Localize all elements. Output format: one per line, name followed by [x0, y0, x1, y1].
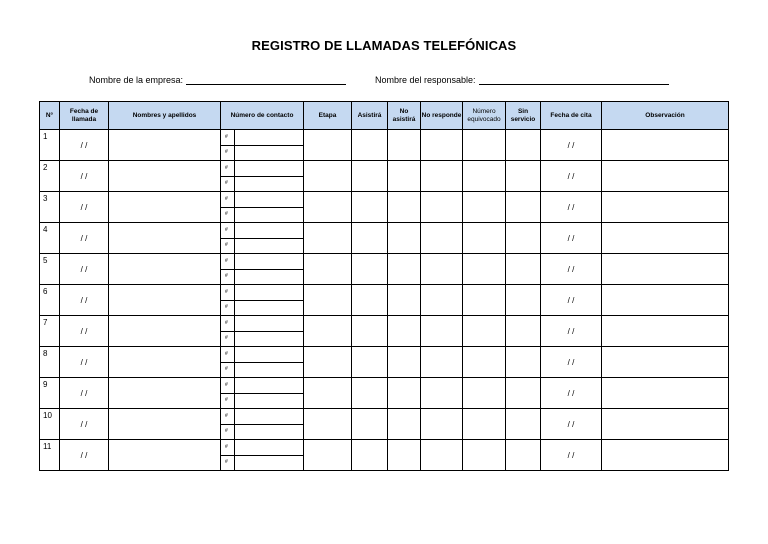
observation-cell[interactable] — [602, 254, 729, 285]
table-row — [40, 409, 729, 440]
names-cell[interactable] — [109, 440, 221, 471]
no-service-cell[interactable] — [506, 409, 541, 440]
observation-cell[interactable] — [602, 285, 729, 316]
phone-prefix-label: # — [225, 211, 228, 217]
phone-prefix-label: # — [225, 320, 228, 326]
call-log-table — [39, 101, 729, 471]
phone-prefix-label: # — [225, 397, 228, 403]
will-attend-cell[interactable] — [352, 161, 388, 192]
call-date-cell[interactable]: / / — [60, 378, 109, 409]
header-will-attend: Asistirá — [352, 102, 388, 130]
no-answer-cell[interactable] — [421, 347, 463, 378]
observation-cell[interactable] — [602, 192, 729, 223]
will-not-attend-cell[interactable] — [388, 223, 421, 254]
responsible-name-field[interactable] — [375, 74, 669, 85]
names-cell[interactable] — [109, 223, 221, 254]
call-date-cell[interactable]: / / — [60, 347, 109, 378]
contact-number-cell[interactable] — [221, 285, 304, 316]
no-service-cell[interactable] — [506, 378, 541, 409]
will-not-attend-cell[interactable] — [388, 130, 421, 161]
contact-number-cell[interactable] — [221, 192, 304, 223]
stage-cell[interactable] — [304, 223, 352, 254]
observation-cell[interactable] — [602, 440, 729, 471]
observation-cell[interactable] — [602, 409, 729, 440]
phone-prefix-label: # — [225, 351, 228, 357]
no-service-cell[interactable] — [506, 254, 541, 285]
appointment-date-cell[interactable]: / / — [541, 316, 602, 347]
contact-number-cell[interactable] — [221, 316, 304, 347]
header-stage: Etapa — [304, 102, 352, 130]
will-attend-cell[interactable] — [352, 192, 388, 223]
row-number: 11 — [40, 440, 60, 471]
company-name-label: Nombre de la empresa: — [89, 75, 184, 85]
wrong-number-cell[interactable] — [463, 285, 506, 316]
contact-number-cell[interactable] — [221, 223, 304, 254]
wrong-number-cell[interactable] — [463, 130, 506, 161]
observation-cell[interactable] — [602, 161, 729, 192]
phone-prefix-label: # — [225, 273, 228, 279]
row-number: 7 — [40, 316, 60, 347]
names-cell[interactable] — [109, 409, 221, 440]
table-row — [40, 161, 729, 192]
call-date-cell[interactable]: / / — [60, 161, 109, 192]
call-date-cell[interactable]: / / — [60, 409, 109, 440]
phone-prefix-label: # — [225, 196, 228, 202]
appointment-date-cell[interactable]: / / — [541, 285, 602, 316]
phone-prefix-label: # — [225, 413, 228, 419]
appointment-date-cell[interactable]: / / — [541, 440, 602, 471]
appointment-date-cell[interactable]: / / — [541, 192, 602, 223]
will-attend-cell[interactable] — [352, 347, 388, 378]
page-title: REGISTRO DE LLAMADAS TELEFÓNICAS — [251, 38, 517, 53]
table-row — [40, 440, 729, 471]
observation-cell[interactable] — [602, 130, 729, 161]
row-number: 1 — [40, 130, 60, 161]
observation-cell[interactable] — [602, 378, 729, 409]
call-date-cell[interactable]: / / — [60, 440, 109, 471]
responsible-name-label: Nombre del responsable: — [375, 75, 476, 85]
no-answer-cell[interactable] — [421, 440, 463, 471]
no-service-cell[interactable] — [506, 285, 541, 316]
names-cell[interactable] — [109, 130, 221, 161]
responsible-name-line[interactable] — [479, 74, 669, 85]
names-cell[interactable] — [109, 161, 221, 192]
header-num: N° — [40, 102, 60, 130]
will-not-attend-cell[interactable] — [388, 378, 421, 409]
will-attend-cell[interactable] — [352, 130, 388, 161]
row-number: 6 — [40, 285, 60, 316]
appointment-date-cell[interactable]: / / — [541, 409, 602, 440]
contact-number-cell[interactable] — [221, 254, 304, 285]
no-answer-cell[interactable] — [421, 285, 463, 316]
table-row — [40, 316, 729, 347]
phone-prefix-label: # — [225, 289, 228, 295]
header-will-not-attend: No asistirá — [388, 102, 421, 130]
call-date-cell[interactable]: / / — [60, 130, 109, 161]
no-answer-cell[interactable] — [421, 409, 463, 440]
wrong-number-cell[interactable] — [463, 254, 506, 285]
appointment-date-cell[interactable]: / / — [541, 347, 602, 378]
no-answer-cell[interactable] — [421, 223, 463, 254]
row-number: 3 — [40, 192, 60, 223]
stage-cell[interactable] — [304, 285, 352, 316]
call-date-cell[interactable]: / / — [60, 192, 109, 223]
row-number: 10 — [40, 409, 60, 440]
no-answer-cell[interactable] — [421, 192, 463, 223]
wrong-number-cell[interactable] — [463, 347, 506, 378]
will-attend-cell[interactable] — [352, 409, 388, 440]
no-answer-cell[interactable] — [421, 254, 463, 285]
appointment-date-cell[interactable]: / / — [541, 161, 602, 192]
contact-number-cell[interactable] — [221, 409, 304, 440]
phone-prefix-label: # — [225, 459, 228, 465]
names-cell[interactable] — [109, 254, 221, 285]
header-contact-number: Número de contacto — [221, 102, 304, 130]
will-attend-cell[interactable] — [352, 254, 388, 285]
names-cell[interactable] — [109, 347, 221, 378]
company-name-field[interactable] — [89, 74, 346, 85]
no-service-cell[interactable] — [506, 440, 541, 471]
will-attend-cell[interactable] — [352, 316, 388, 347]
phone-prefix-label: # — [225, 242, 228, 248]
wrong-number-cell[interactable] — [463, 378, 506, 409]
call-date-cell[interactable]: / / — [60, 254, 109, 285]
company-name-line[interactable] — [186, 74, 346, 85]
phone-prefix-label: # — [225, 149, 228, 155]
appointment-date-cell[interactable]: / / — [541, 130, 602, 161]
header-appointment-date: Fecha de cita — [541, 102, 602, 130]
appointment-date-cell[interactable]: / / — [541, 378, 602, 409]
row-number: 9 — [40, 378, 60, 409]
names-cell[interactable] — [109, 378, 221, 409]
phone-prefix-label: # — [225, 428, 228, 434]
appointment-date-cell[interactable]: / / — [541, 254, 602, 285]
row-number: 8 — [40, 347, 60, 378]
will-not-attend-cell[interactable] — [388, 409, 421, 440]
contact-number-cell[interactable] — [221, 161, 304, 192]
call-date-cell[interactable]: / / — [60, 223, 109, 254]
stage-cell[interactable] — [304, 378, 352, 409]
stage-cell[interactable] — [304, 347, 352, 378]
phone-prefix-label: # — [225, 335, 228, 341]
header-call-date: Fecha de llamada — [60, 102, 109, 130]
wrong-number-cell[interactable] — [463, 316, 506, 347]
header-wrong-number: Número equivocado — [463, 102, 506, 130]
phone-prefix-label: # — [225, 444, 228, 450]
table-row — [40, 347, 729, 378]
wrong-number-cell[interactable] — [463, 223, 506, 254]
will-not-attend-cell[interactable] — [388, 192, 421, 223]
contact-number-cell[interactable] — [221, 130, 304, 161]
observation-cell[interactable] — [602, 223, 729, 254]
appointment-date-cell[interactable]: / / — [541, 223, 602, 254]
wrong-number-cell[interactable] — [463, 161, 506, 192]
wrong-number-cell[interactable] — [463, 409, 506, 440]
will-not-attend-cell[interactable] — [388, 285, 421, 316]
stage-cell[interactable] — [304, 254, 352, 285]
phone-prefix-label: # — [225, 382, 228, 388]
stage-cell[interactable] — [304, 161, 352, 192]
no-service-cell[interactable] — [506, 161, 541, 192]
no-answer-cell[interactable] — [421, 378, 463, 409]
stage-cell[interactable] — [304, 130, 352, 161]
no-service-cell[interactable] — [506, 130, 541, 161]
contact-number-cell[interactable] — [221, 440, 304, 471]
no-service-cell[interactable] — [506, 316, 541, 347]
phone-prefix-label: # — [225, 227, 228, 233]
table-row — [40, 285, 729, 316]
phone-prefix-label: # — [225, 258, 228, 264]
header-observation: Observación — [602, 102, 729, 130]
stage-cell[interactable] — [304, 409, 352, 440]
contact-number-cell[interactable] — [221, 347, 304, 378]
will-attend-cell[interactable] — [352, 440, 388, 471]
header-no-answer: No responde — [421, 102, 463, 130]
will-attend-cell[interactable] — [352, 285, 388, 316]
call-date-cell[interactable]: / / — [60, 316, 109, 347]
stage-cell[interactable] — [304, 316, 352, 347]
will-not-attend-cell[interactable] — [388, 347, 421, 378]
no-service-cell[interactable] — [506, 347, 541, 378]
observation-cell[interactable] — [602, 347, 729, 378]
table-row — [40, 223, 729, 254]
header-row — [40, 102, 729, 130]
row-number: 2 — [40, 161, 60, 192]
stage-cell[interactable] — [304, 440, 352, 471]
table-row — [40, 130, 729, 161]
no-service-cell[interactable] — [506, 223, 541, 254]
row-number: 4 — [40, 223, 60, 254]
observation-cell[interactable] — [602, 316, 729, 347]
will-not-attend-cell[interactable] — [388, 254, 421, 285]
stage-cell[interactable] — [304, 192, 352, 223]
contact-number-cell[interactable] — [221, 378, 304, 409]
will-not-attend-cell[interactable] — [388, 316, 421, 347]
table-row — [40, 378, 729, 409]
phone-prefix-label: # — [225, 366, 228, 372]
names-cell[interactable] — [109, 316, 221, 347]
row-number: 5 — [40, 254, 60, 285]
will-attend-cell[interactable] — [352, 223, 388, 254]
no-answer-cell[interactable] — [421, 161, 463, 192]
no-service-cell[interactable] — [506, 192, 541, 223]
header-no-service: Sin servicio — [506, 102, 541, 130]
will-not-attend-cell[interactable] — [388, 161, 421, 192]
phone-prefix-label: # — [225, 180, 228, 186]
names-cell[interactable] — [109, 192, 221, 223]
table-row — [40, 192, 729, 223]
phone-prefix-label: # — [225, 165, 228, 171]
no-answer-cell[interactable] — [421, 130, 463, 161]
wrong-number-cell[interactable] — [463, 192, 506, 223]
table-row — [40, 254, 729, 285]
wrong-number-cell[interactable] — [463, 440, 506, 471]
will-attend-cell[interactable] — [352, 378, 388, 409]
names-cell[interactable] — [109, 285, 221, 316]
call-date-cell[interactable]: / / — [60, 285, 109, 316]
phone-prefix-label: # — [225, 134, 228, 140]
no-answer-cell[interactable] — [421, 316, 463, 347]
will-not-attend-cell[interactable] — [388, 440, 421, 471]
phone-prefix-label: # — [225, 304, 228, 310]
header-names: Nombres y apellidos — [109, 102, 221, 130]
